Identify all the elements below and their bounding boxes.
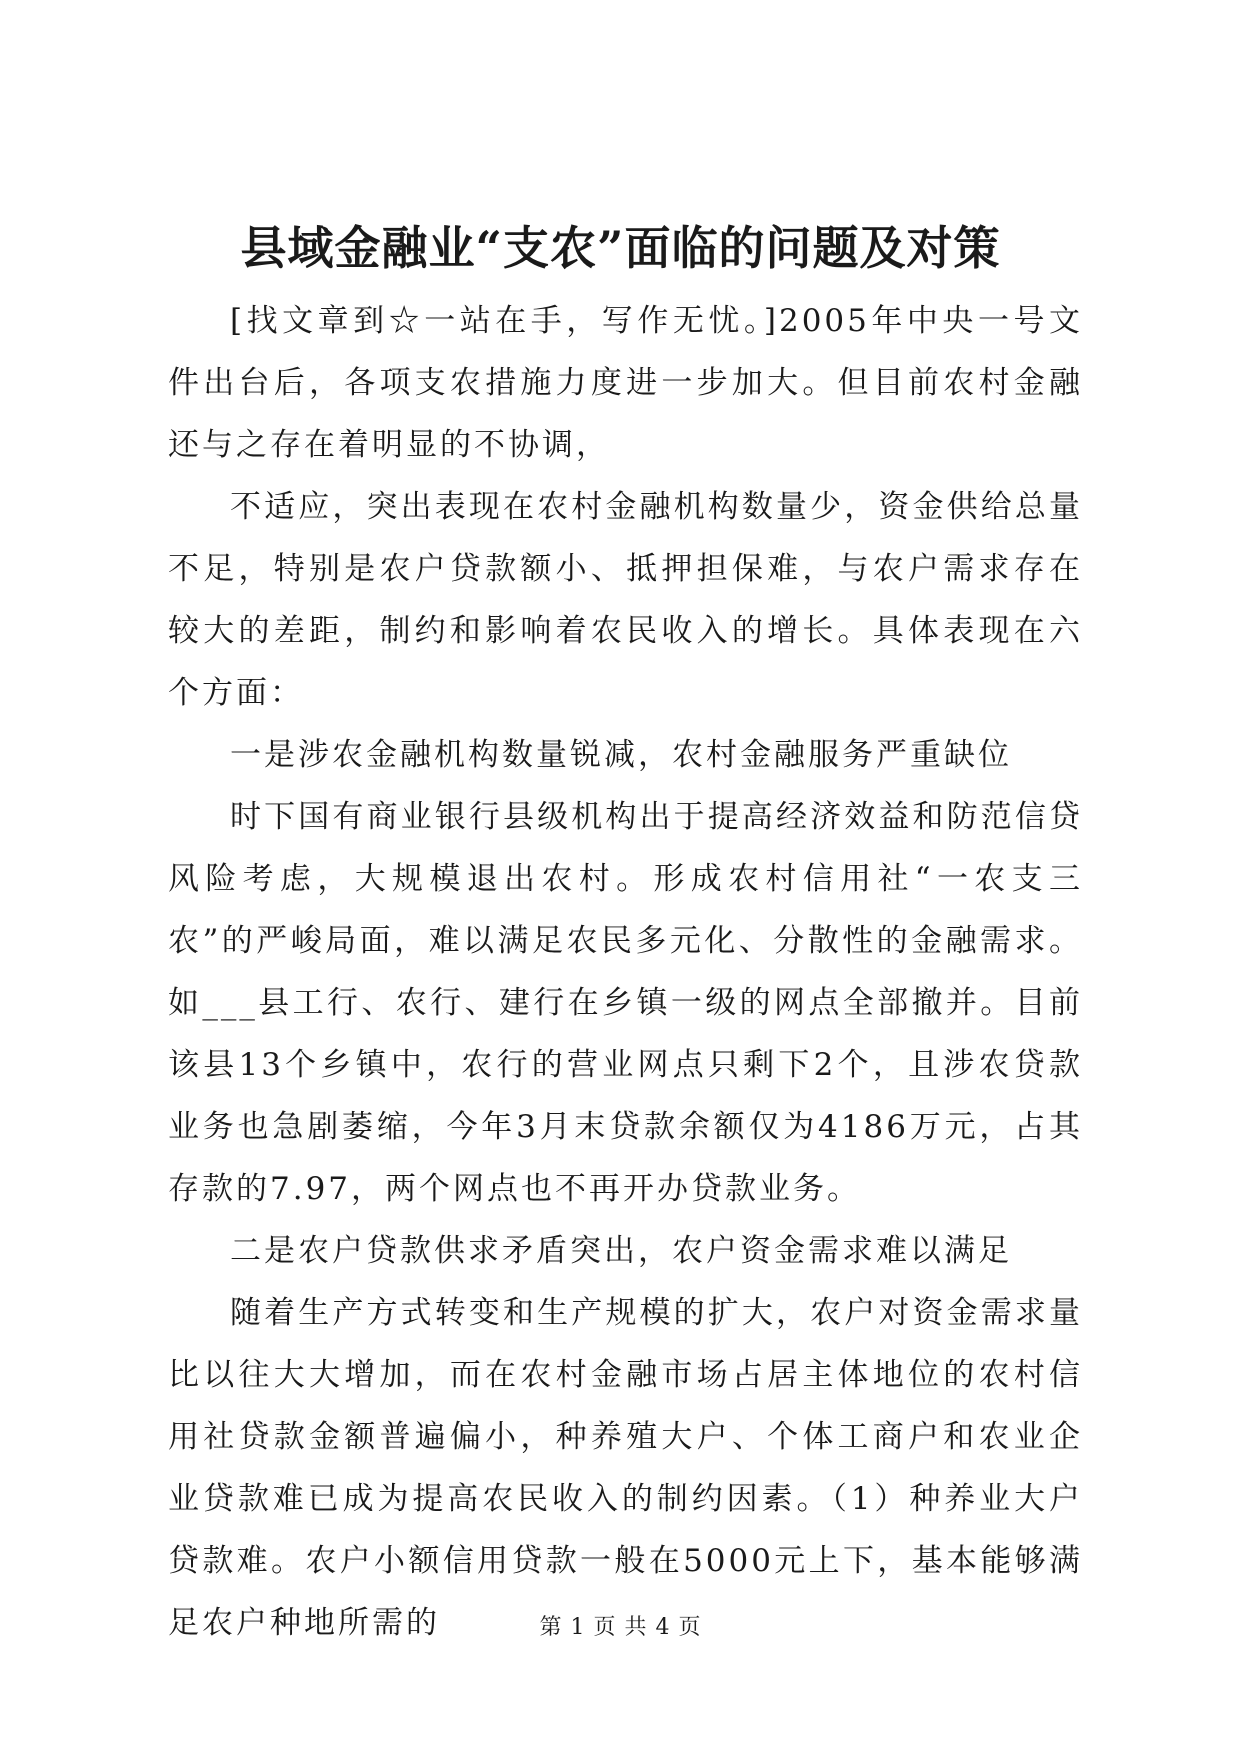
paragraph-overview: 不适应，突出表现在农村金融机构数量少，资金供给总量不足，特别是农户贷款额小、抵押担保难，与农户需求存在较大的差距，制约和影响着农民收入的增长。具体表现在六个方面： <box>168 489 1083 711</box>
document-body <box>168 290 1083 1654</box>
paragraph-section-2: 随着生产方式转变和生产规模的扩大，农户对资金需求量比以往大大增加，而在农村金融市场占居主体地位的农村信用社贷款金额普遍偏小，种养殖大户、个体工商户和农业企业贷款难已成为提高农民收入的制约因素。（1）种养业大户贷款难。农户小额信用贷款一般在5000元上下，基本能够满足农户种地所需的 <box>168 1295 1083 1641</box>
paragraph-section-1: 时下国有商业银行县级机构出于提高经济效益和防范信贷风险考虑，大规模退出农村。形成农村信用社“一农支三农”的严峻局面，难以满足农民多元化、分散性的金融需求。如___县工行、农行、建行在乡镇一级的网点全部撤并。目前该县13个乡镇中，农行的营业网点只剩下2个，且涉农贷款业务也急剧萎缩，今年3月末贷款余额仅为4186万元，占其存款的7.97，两个网点也不再开办贷款业务。 <box>168 799 1083 1207</box>
document-title: 县域金融业“支农”面临的问题及对策 <box>240 221 1001 275</box>
page-footer: 第 1 页 共 4 页 <box>539 1615 702 1640</box>
paragraph-intro: [找文章到☆一站在手，写作无忧。]2005年中央一号文件出台后，各项支农措施力度进一步加大。但目前农村金融还与之存在着明显的不协调， <box>168 303 1083 463</box>
section-heading-1: 一是涉农金融机构数量锐减，农村金融服务严重缺位 <box>230 737 1012 773</box>
section-heading-2: 二是农户贷款供求矛盾突出，农户资金需求难以满足 <box>230 1233 1012 1269</box>
